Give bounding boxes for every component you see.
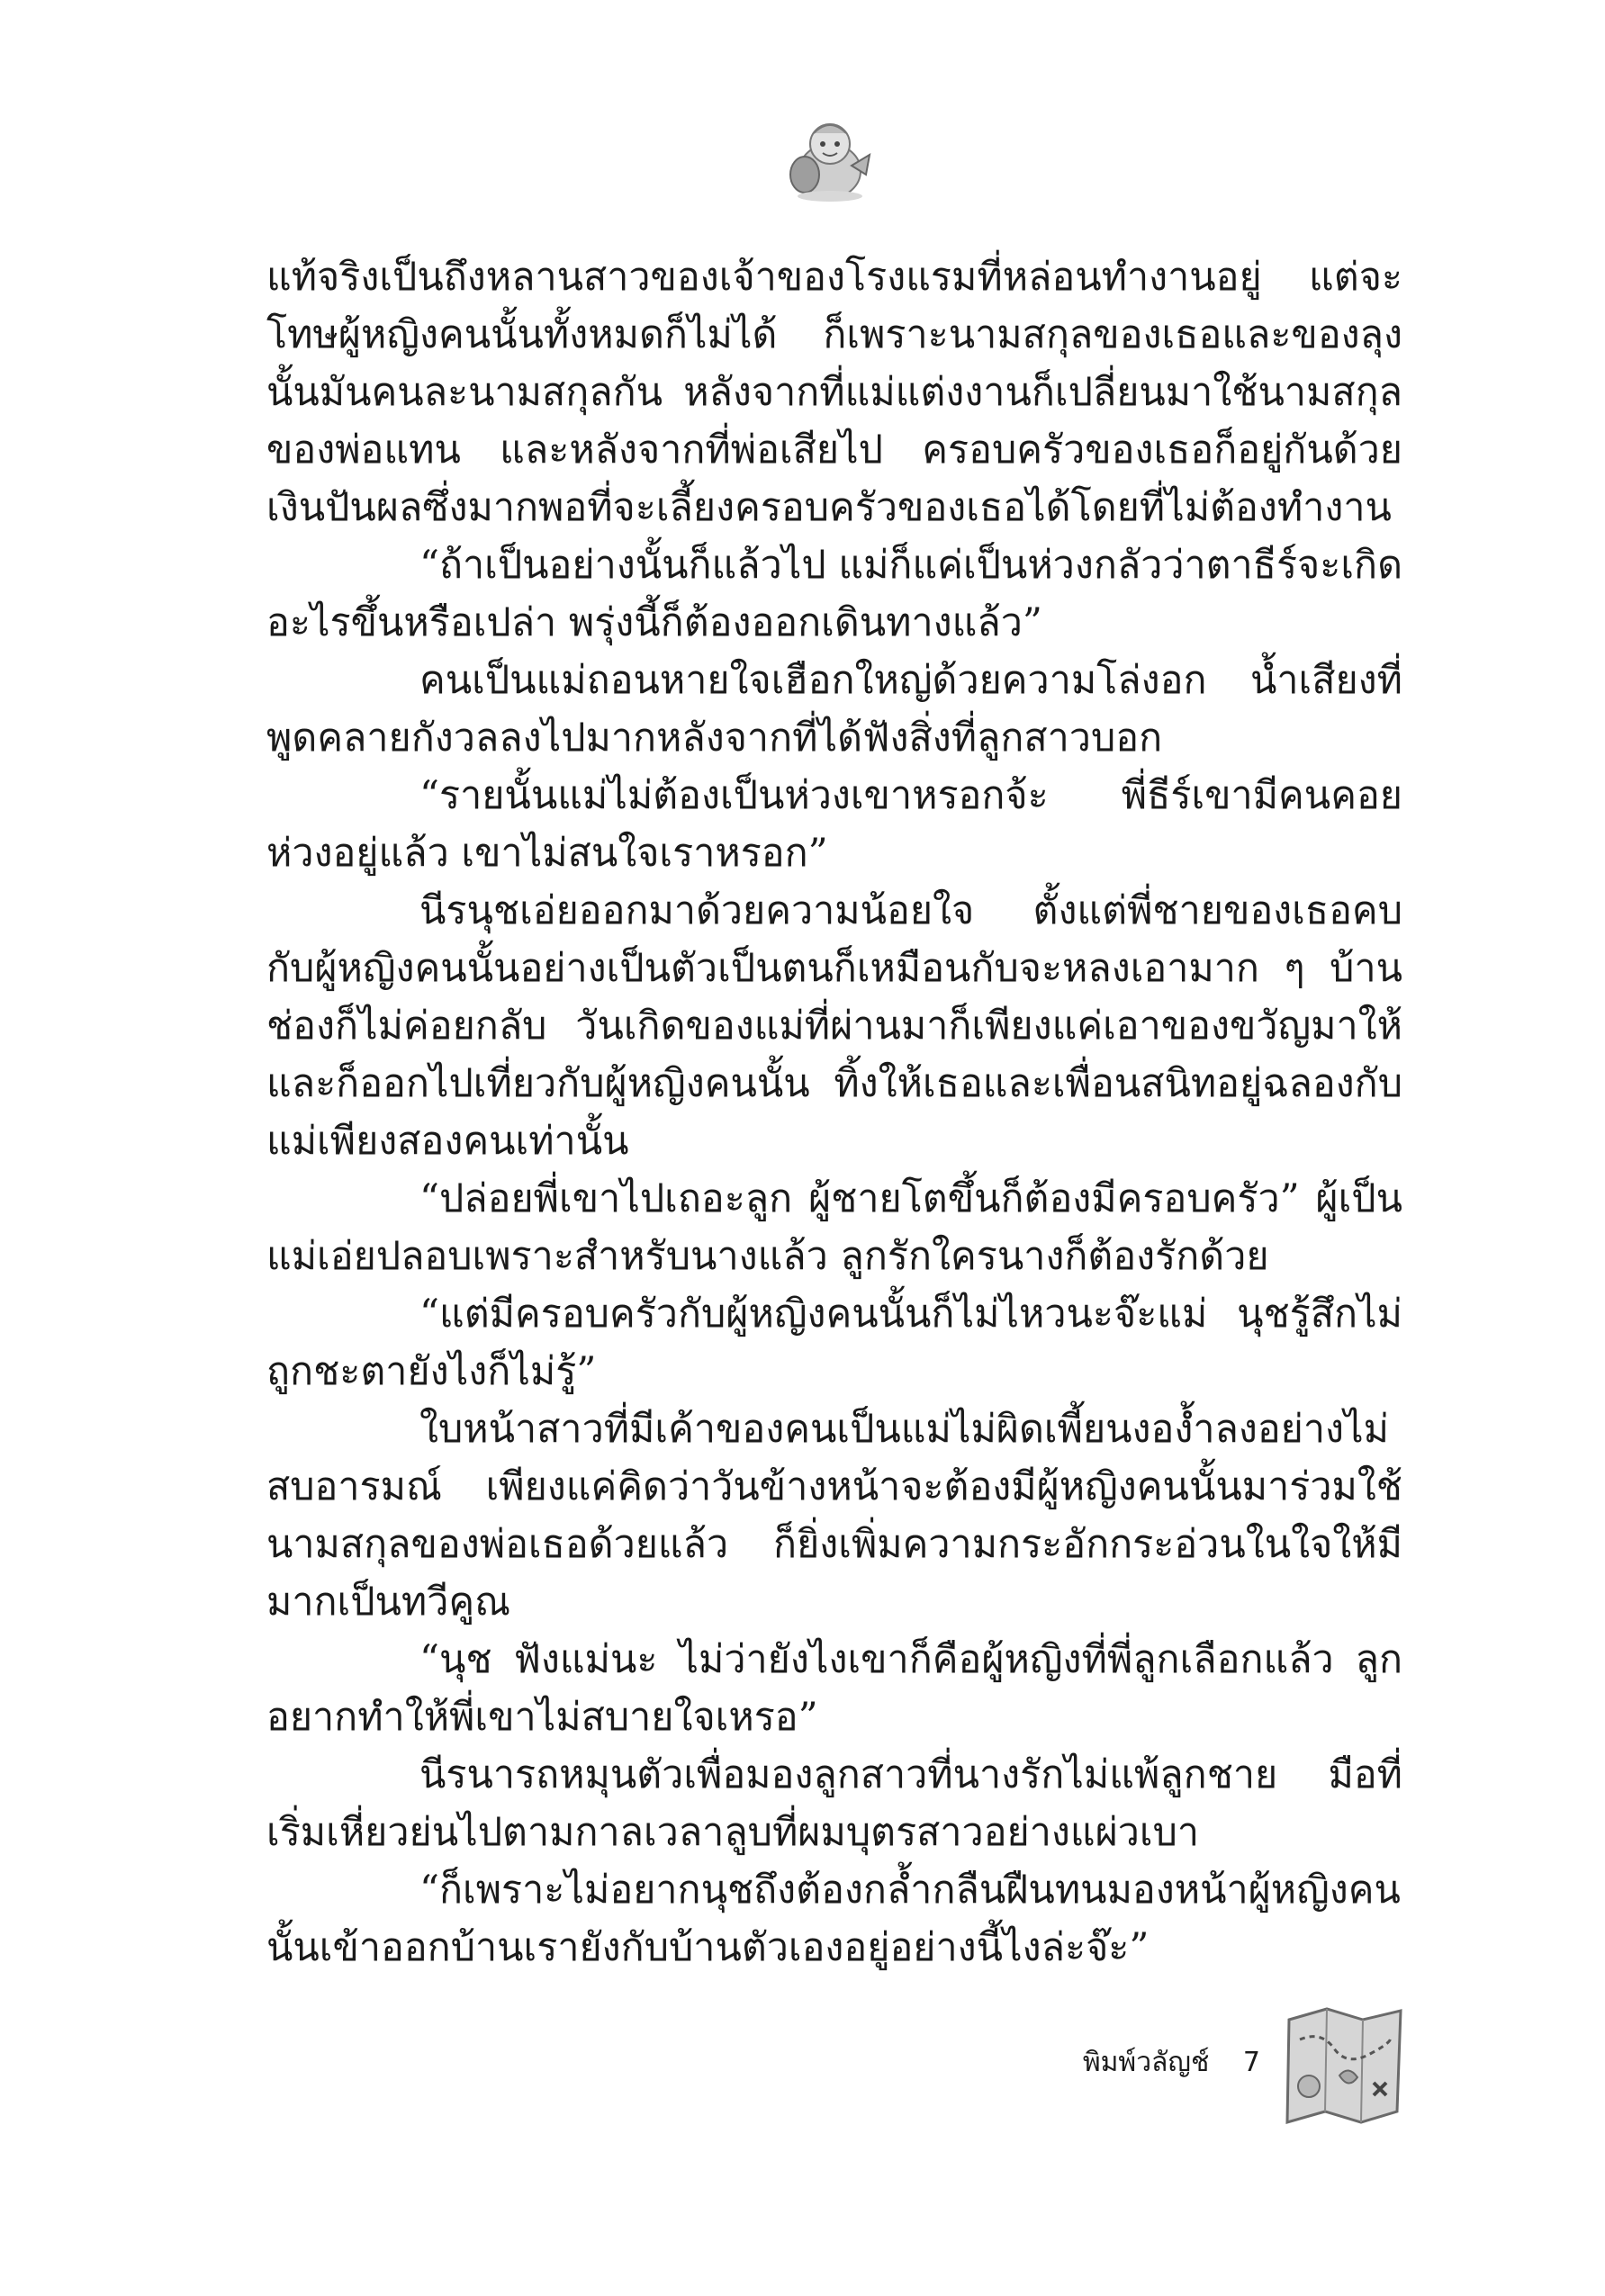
paragraph: “ถ้าเป็นอย่างนั้นก็แล้วไป แม่ก็แค่เป็นห่วงกลัวว่าตาธีร์จะเกิดอะไรขึ้นหรือเปล่า พรุ่งนี้ก็ต้องออกเดินทางแล้ว” — [266, 543, 1402, 645]
paragraph: “รายนั้นแม่ไม่ต้องเป็นห่วงเขาหรอกจ้ะ พี่ธีร์เขามีคนคอยห่วงอยู่แล้ว เขาไม่สนใจเราหรอก” — [266, 773, 1402, 876]
paragraph: “ก็เพราะไม่อยากนุชถึงต้องกล้ำกลืนฝืนทนมองหน้าผู้หญิงคนนั้นเข้าออกบ้านเรายังกับบ้านตัวเองอยู่อย่างนี้ไงล่ะจ๊ะ” — [266, 1868, 1401, 1970]
paragraph: คนเป็นแม่ถอนหายใจเฮือกใหญ่ด้วยความโล่งอก น้ำเสียงที่พูดคลายกังวลลงไปมากหลังจากที่ได้ฟังสิ่งที่ลูกสาวบอก — [266, 658, 1402, 761]
page-number: 7 — [1242, 2047, 1260, 2078]
cartoon-mascot-icon — [776, 115, 884, 205]
page-footer — [954, 2041, 1260, 2095]
paragraph: “แต่มีครอบครัวกับผู้หญิงคนนั้นก็ไม่ไหวนะจ๊ะแม่ นุชรู้สึกไม่ถูกชะตายังไงก็ไม่รู้” — [266, 1292, 1402, 1394]
paragraph: “นุช ฟังแม่นะ ไม่ว่ายังไงเขาก็คือผู้หญิงที่พี่ลูกเลือกแล้ว ลูกอยากทำให้พี่เขาไม่สบายใจเหรอ” — [266, 1637, 1402, 1740]
author-name: พิมพ์วลัญช์ — [1082, 2047, 1210, 2078]
paragraph: แท้จริงเป็นถึงหลานสาวของเจ้าของโรงแรมที่หล่อนทำงานอยู่ แต่จะโทษผู้หญิงคนนั้นทั้งหมดก็ไม่ได้ ก็เพราะนามสกุลของเธอและของลุงนั้นมันคนละนามสกุลกัน หลังจากที่แม่แต่งงานก็เปลี่ยนมาใช้นามสกุลของพ่อแทน และหลังจากที่พ่อเสียไป ครอบครัวของเธอก็อยู่กันด้วยเงินปันผลซึ่งมากพอที่จะเลี้ยงครอบครัวของเธอได้โดยที่ไม่ต้องทำงาน — [266, 255, 1402, 530]
paragraph: นีรนารถหมุนตัวเพื่อมองลูกสาวที่นางรักไม่แพ้ลูกชาย มือที่เริ่มเหี่ยวย่นไปตามกาลเวลาลูบที่ผมบุตรสาวอย่างแผ่วเบา — [266, 1752, 1402, 1855]
story-text — [266, 248, 1402, 1976]
paragraph: นีรนุชเอ่ยออกมาด้วยความน้อยใจ ตั้งแต่พี่ชายของเธอคบกับผู้หญิงคนนั้นอย่างเป็นตัวเป็นตนก็เหมือนกับจะหลงเอามาก ๆ บ้านช่องก็ไม่ค่อยกลับ วันเกิดของแม่ที่ผ่านมาก็เพียงแค่เอาของขวัญมาให้และก็ออกไปเที่ยวกับผู้หญิงคนนั้น ทิ้งให้เธอและเพื่อนสนิทอยู่ฉลองกับแม่เพียงสองคนเท่านั้น — [266, 888, 1402, 1164]
paragraph: ใบหน้าสาวที่มีเค้าของคนเป็นแม่ไม่ผิดเพี้ยนงอง้ำลงอย่างไม่สบอารมณ์ เพียงแค่คิดว่าวันข้างหน้าจะต้องมีผู้หญิงคนนั้นมาร่วมใช้นามสกุลของพ่อเธอด้วยแล้ว ก็ยิ่งเพิ่มความกระอักกระอ่วนในใจให้มีมากเป็นทวีคูณ — [266, 1407, 1402, 1625]
treasure-map-icon — [1276, 2000, 1411, 2135]
paragraph: “ปล่อยพี่เขาไปเถอะลูก ผู้ชายโตขึ้นก็ต้องมีครอบครัว” ผู้เป็นแม่เอ่ยปลอบเพราะสำหรับนางแล้ว ลูกรักใครนางก็ต้องรักด้วย — [266, 1176, 1402, 1279]
